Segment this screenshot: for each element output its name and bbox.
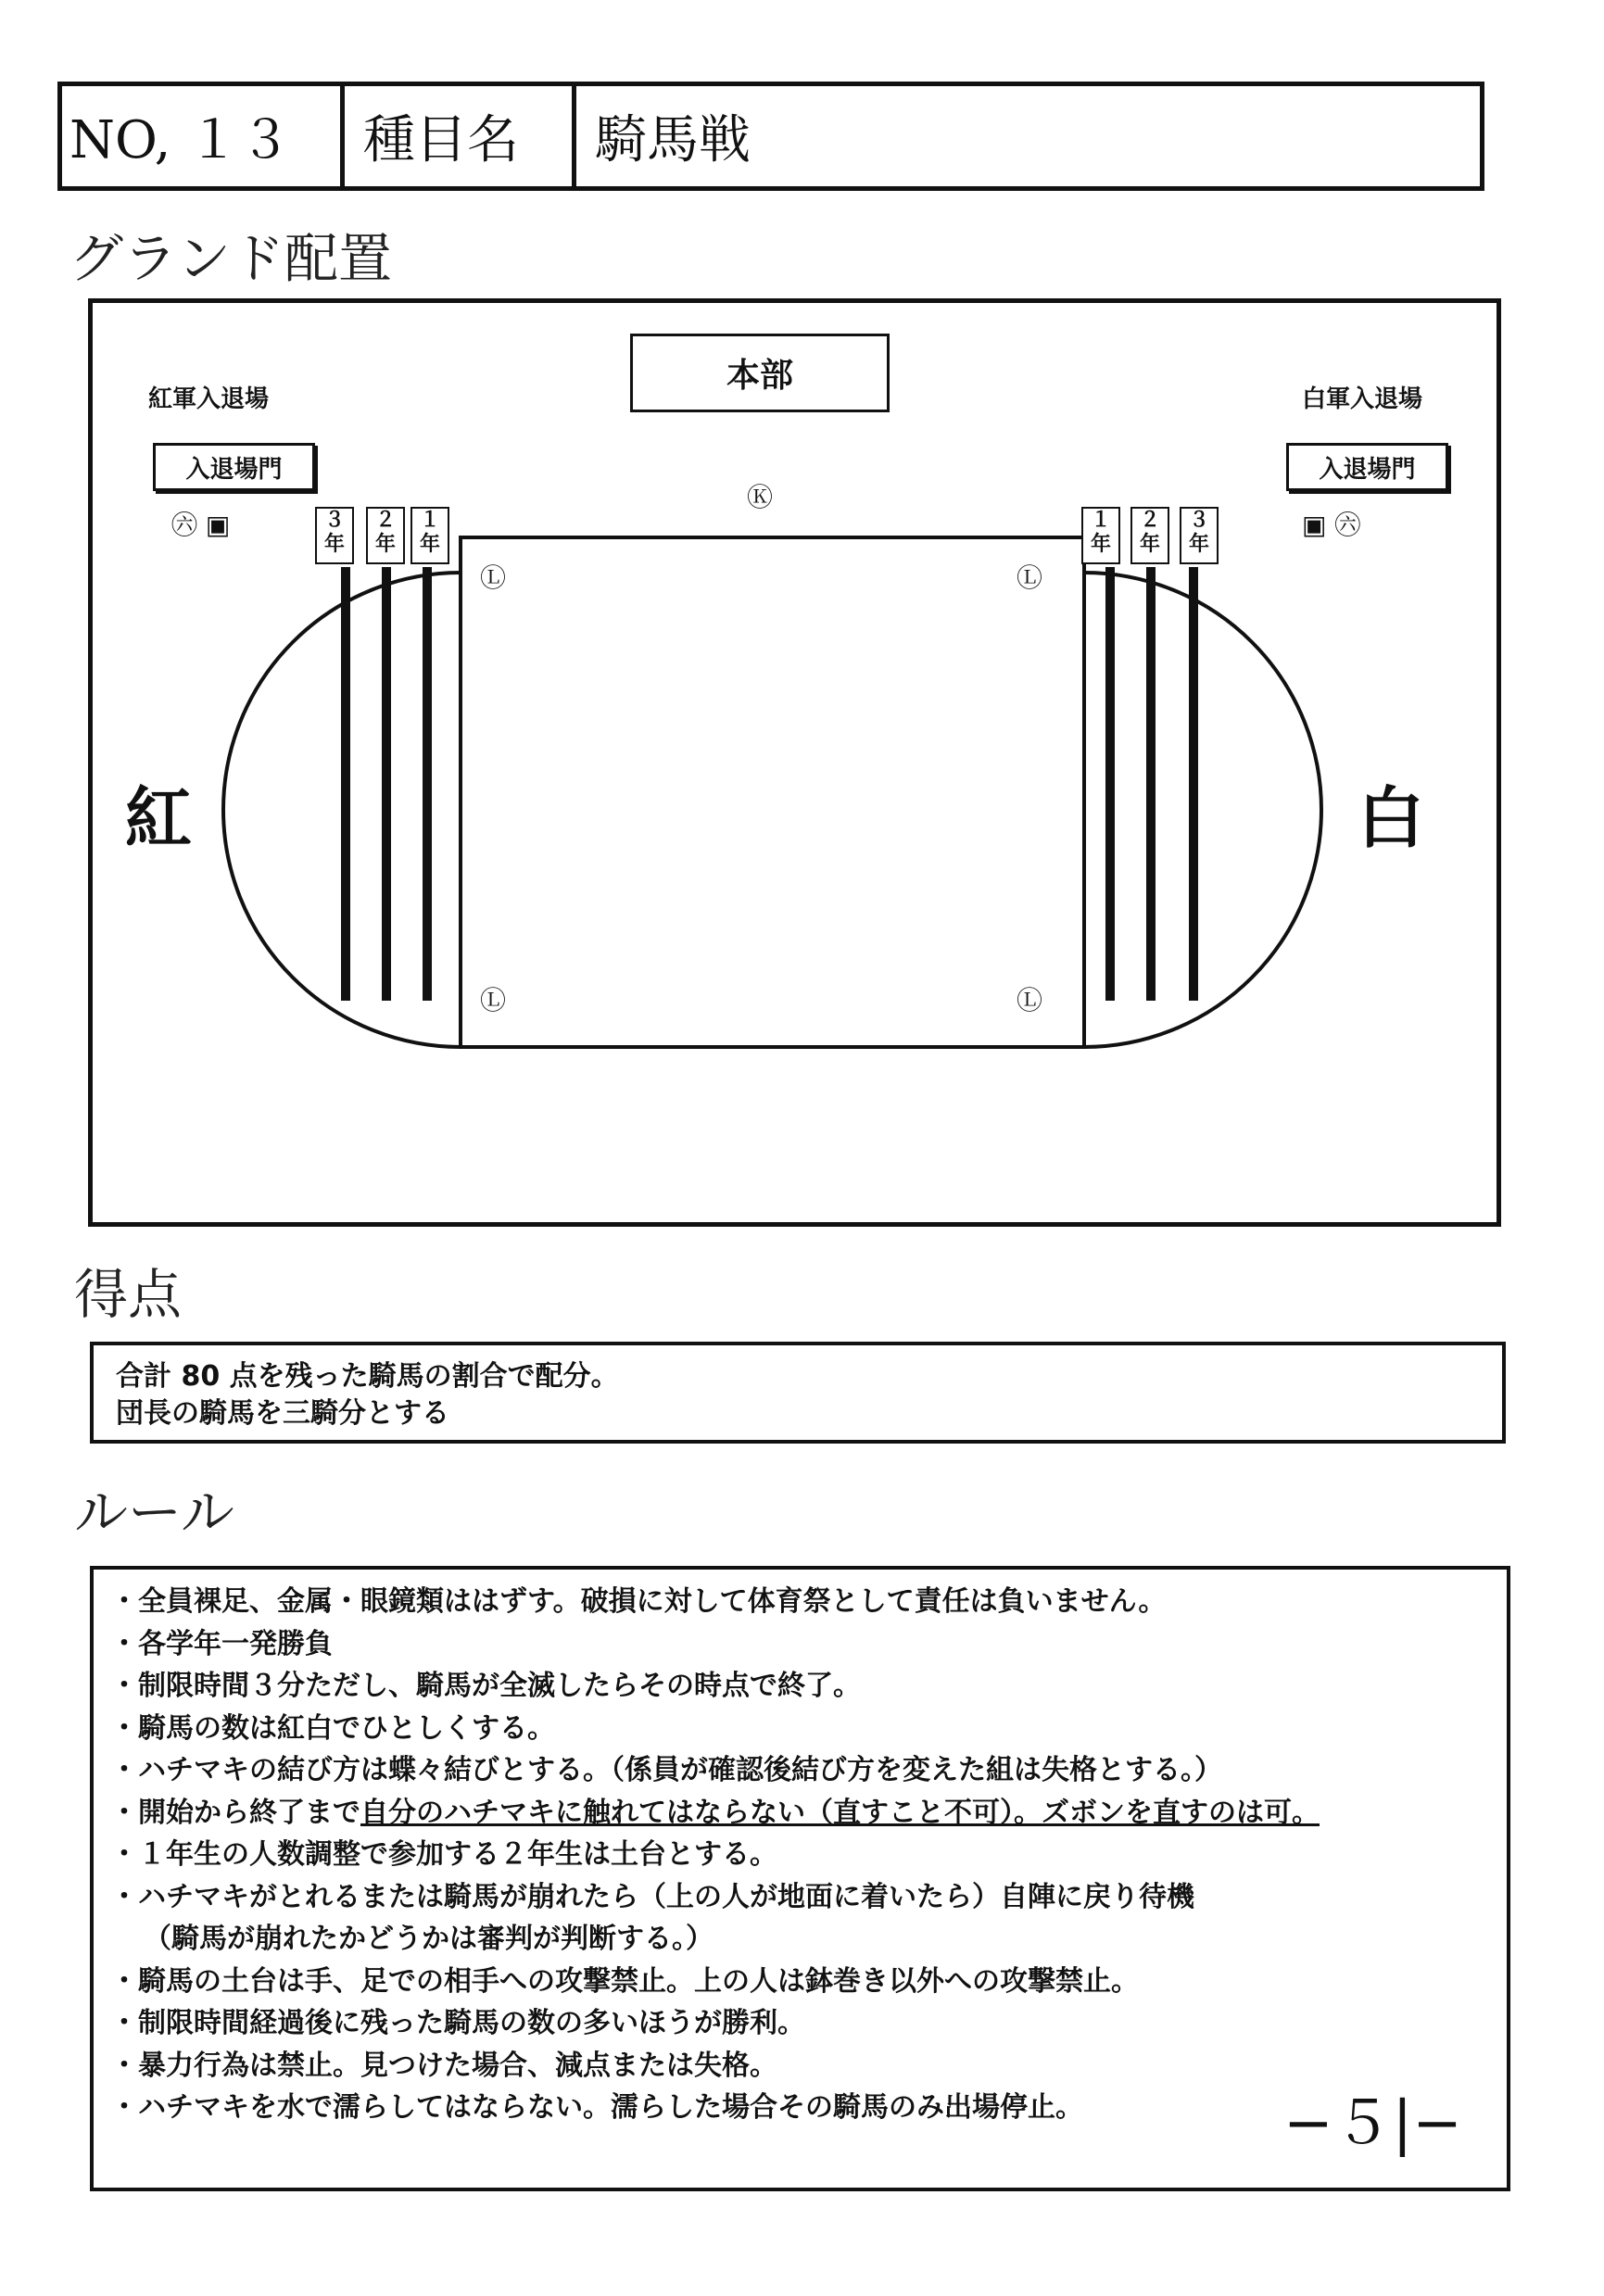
event-number: NO, １３ <box>62 86 345 186</box>
rule-8: ・ハチマキがとれるまたは騎馬が崩れたら（上の人が地面に着いたら）自陣に戻り待機 <box>110 1880 1194 1913</box>
grade-tag-right-1: １年 <box>1081 507 1120 564</box>
rule-1: ・全員裸足、金属・眼鏡類ははずす。破損に対して体育祭として責任は負いません。 <box>110 1585 1167 1618</box>
rule-8-note: （騎馬が崩れたかどうかは審判が判断する。） <box>144 1923 714 1955</box>
rule-4: ・騎馬の数は紅白でひとしくする。 <box>110 1711 555 1745</box>
scoring-line-2: 団長の騎馬を三騎分とする <box>116 1397 449 1430</box>
infield-rect <box>461 537 1084 1047</box>
grade-tag-right-3: ３年 <box>1180 507 1219 564</box>
scoring-line-1: 合計 80 点を残った騎馬の割合で配分。 <box>116 1360 619 1393</box>
rules-heading: ルール <box>74 1481 234 1544</box>
rule-6-prefix: ・開始から終了まで <box>110 1796 360 1829</box>
rule-10: ・制限時間経過後に残った騎馬の数の多いほうが勝利。 <box>110 2007 805 2039</box>
rule-5: ・ハチマキの結び方は蝶々結びとする。（係員が確認後結び方を変えた組は失格とする。） <box>110 1754 1222 1786</box>
rule-6 <box>110 1792 1490 1835</box>
white-markers: ▣ ㊅ <box>1302 510 1361 540</box>
corner-marker-bl: Ⓛ <box>480 985 507 1016</box>
scoring-box <box>90 1342 1506 1444</box>
rule-6-underlined: 自分のハチマキに触れてはならない（直すこと不可）。ズボンを直すのは可。 <box>360 1796 1320 1829</box>
grade-tag-left-1: １年 <box>410 507 449 564</box>
corner-marker-br: Ⓛ <box>1017 985 1043 1016</box>
grade-tag-right-2: ２年 <box>1130 507 1169 564</box>
rule-9: ・騎馬の土台は手、足での相手への攻撃禁止。上の人は鉢巻き以外への攻撃禁止。 <box>110 1964 1139 1998</box>
page-number: −５|− <box>1283 2089 1462 2158</box>
rule-3: ・制限時間３分ただし、騎馬が全滅したらその時点で終了。 <box>110 1670 861 1702</box>
corner-marker-tr: Ⓛ <box>1017 562 1043 593</box>
corner-marker-tl: Ⓛ <box>480 562 507 593</box>
track-right-curve <box>1084 573 1321 1047</box>
rule-12: ・ハチマキを水で濡らしてはならない。濡らした場合その騎馬のみ出場停止。 <box>110 2091 1083 2124</box>
headquarters-box: 本部 <box>630 334 890 412</box>
red-gate: 入退場門 <box>153 443 315 491</box>
grade-tag-left-2: ２年 <box>366 507 405 564</box>
layout-heading: グランド配置 <box>69 227 393 290</box>
grade-tag-left-3: ３年 <box>315 507 354 564</box>
rule-7: ・１年生の人数調整で参加する２年生は土台とする。 <box>110 1838 777 1871</box>
rule-11: ・暴力行為は禁止。見つけた場合、減点または失格。 <box>110 2049 777 2082</box>
white-entry-label: 白軍入退場 <box>1302 385 1423 413</box>
scoring-heading: 得点 <box>74 1263 183 1326</box>
hq-marker: Ⓚ <box>747 482 774 512</box>
category-label: 種目名 <box>345 86 576 186</box>
red-entry-label: 紅軍入退場 <box>148 385 270 413</box>
red-side-label: 紅 <box>125 778 193 857</box>
red-markers: ㊅ ▣ <box>171 510 231 540</box>
white-side-label: 白 <box>1358 778 1425 857</box>
rule-2: ・各学年一発勝負 <box>110 1627 333 1660</box>
event-name: 騎馬戦 <box>595 110 751 170</box>
white-gate: 入退場門 <box>1286 443 1448 491</box>
